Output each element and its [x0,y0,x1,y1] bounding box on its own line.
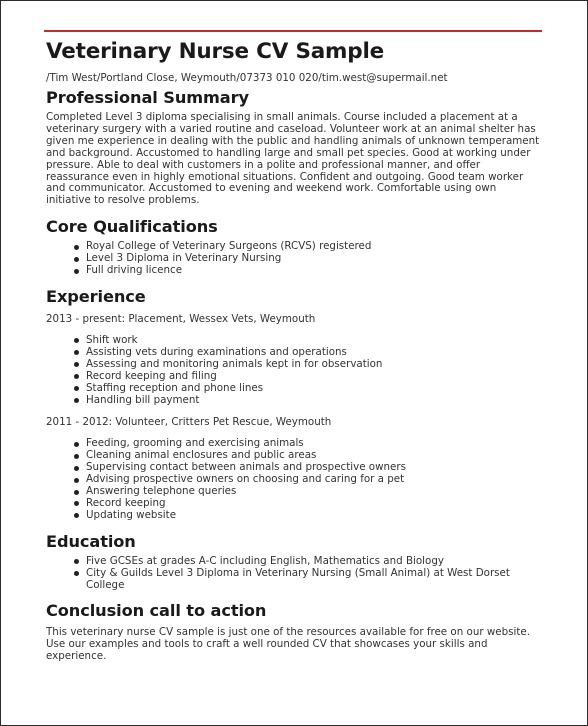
contact-line: /Tim West/Portland Close, Weymouth/07373 010 020/tim.west@supermail.net [46,72,448,84]
list-item: Assessing and monitoring animals kept in for observation [46,359,543,371]
experience-heading: Experience [46,286,146,306]
list-item: Staffing reception and phone lines [46,383,543,395]
conclusion-heading: Conclusion call to action [46,601,267,621]
qualifications-heading: Core Qualifications [46,217,218,237]
education-heading: Education [46,531,136,551]
job-duties-list [46,438,543,521]
qualifications-list [46,241,543,277]
cv-title: Veterinary Nurse CV Sample [46,39,385,64]
list-item: City & Guilds Level 3 Diploma in Veterinary Nursing (Small Animal) at West Dorset College [46,568,543,592]
summary-heading: Professional Summary [46,88,249,107]
list-item: Answering telephone queries [46,486,543,498]
list-item: Shift work [46,335,543,347]
list-item: Feeding, grooming and exercising animals [46,438,543,450]
conclusion-text: This veterinary nurse CV sample is just one of the resources available for free on our website. Use our examples and tools to craft a well rounded CV that showcases your skills and experience. [46,626,531,663]
list-item: Cleaning animal enclosures and public areas [46,450,543,462]
job-title: 2011 - 2012: Volunteer, Critters Pet Rescue, Weymouth [46,416,332,429]
list-item: Royal College of Veterinary Surgeons (RCVS) registered [46,241,543,253]
summary-text: Completed Level 3 diploma specialising in small animals. Course included a placement at a veterinary surgery with a varied routine and caseload. Volunteer work at an animal shelter has given me experience in dealing with the public and handling animals of unknown temperament and background. Accustomed to handling large and small pet species. Good at working under pressure. Able to deal with customers in a polite and professional manner, and offer reassurance even in highly emotional situations. Confident and outgoing. Good team worker and communicator. Accustomed to evening and weekend work. Comfortable using own initiative to resolve problems. [46,111,540,207]
cv-content [46,38,543,663]
list-item: Advising prospective owners on choosing and caring for a pet [46,474,543,486]
job-duties-list [46,335,543,406]
list-item: Record keeping and filing [46,371,543,383]
list-item: Supervising contact between animals and prospective owners [46,462,543,474]
list-item: Level 3 Diploma in Veterinary Nursing [46,253,543,265]
list-item: Full driving licence [46,265,543,277]
list-item: Handling bill payment [46,395,543,407]
job-title: 2013 - present: Placement, Wessex Vets, Weymouth [46,312,316,325]
education-list [46,556,543,592]
list-item: Updating website [46,510,543,522]
list-item: Assisting vets during examinations and operations [46,347,543,359]
list-item: Record keeping [46,498,543,510]
list-item: Five GCSEs at grades A-C including English, Mathematics and Biology [46,556,543,568]
accent-rule [44,30,542,32]
